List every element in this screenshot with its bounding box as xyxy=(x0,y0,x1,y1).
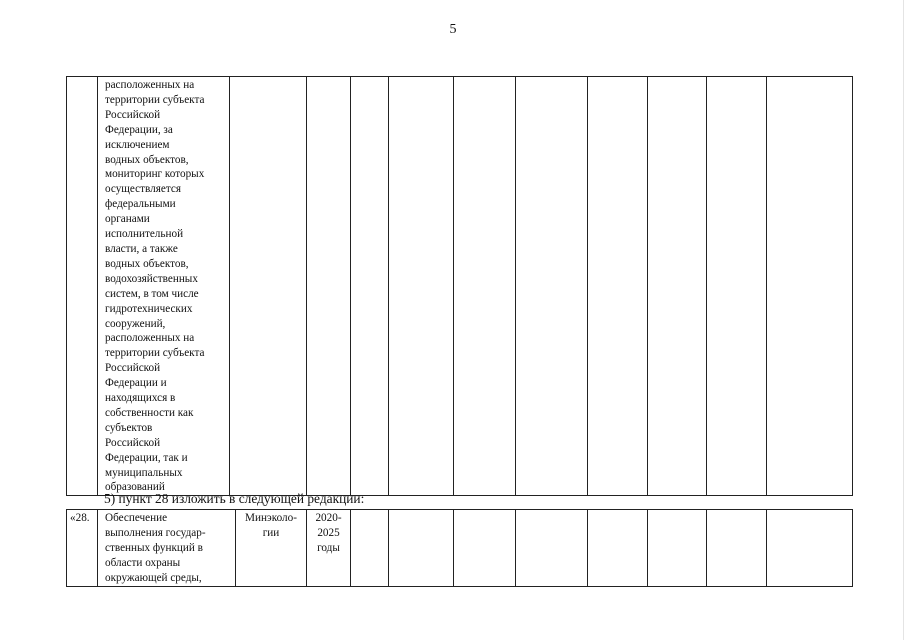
text-line: окружающей среды, xyxy=(105,571,202,584)
cell-executor xyxy=(230,77,307,496)
text-line: Российской xyxy=(105,436,161,449)
cell-empty xyxy=(588,510,648,587)
text-line: гии xyxy=(262,526,280,539)
cell-empty xyxy=(707,77,767,496)
text-line: органами xyxy=(105,213,150,226)
cell-empty xyxy=(588,77,648,496)
text-line: Обеспечение xyxy=(105,512,168,524)
text-line: осуществляется xyxy=(105,183,181,196)
text-line: мониторинг которых xyxy=(105,168,205,181)
text-line: Российской xyxy=(105,362,161,375)
cell-number xyxy=(67,77,98,496)
text-line: исполнительной xyxy=(105,228,184,241)
cell-empty xyxy=(516,510,588,587)
text-line: сооружений, xyxy=(105,317,166,330)
table-row xyxy=(67,77,853,496)
cell-empty xyxy=(648,77,707,496)
text-line: водохозяйственных xyxy=(105,272,198,285)
text-line: муниципальных xyxy=(105,466,183,479)
page-number: 5 xyxy=(449,22,457,37)
cell-empty xyxy=(351,77,389,496)
text-line: находящихся в xyxy=(105,392,176,405)
text-line: области охраны xyxy=(105,556,181,569)
text-line: ственных функций в xyxy=(105,541,203,554)
cell-empty xyxy=(516,77,588,496)
text-line: Минэколо- xyxy=(245,512,297,524)
cell-period xyxy=(307,510,351,587)
text-line: выполнения государ- xyxy=(105,526,206,539)
text-line: Федерации, за xyxy=(105,123,173,136)
cell-empty xyxy=(707,510,767,587)
text-line: систем, в том числе xyxy=(105,287,199,300)
cell-executor xyxy=(236,510,307,587)
text-line: исключением xyxy=(105,138,170,151)
text-line: 2020- xyxy=(315,512,342,524)
item-28-table xyxy=(66,509,853,587)
text-line: федеральными xyxy=(105,198,176,211)
cell-period xyxy=(307,77,351,496)
cell-empty xyxy=(389,77,454,496)
amendment-text: 5) пункт 28 изложить в следующей редакции: xyxy=(104,491,365,506)
table-row xyxy=(67,510,853,587)
text-line: власти, а также xyxy=(105,242,178,255)
text-line: территории субъекта xyxy=(105,93,205,106)
cell-description xyxy=(98,77,230,496)
cell-empty xyxy=(454,77,516,496)
description-text xyxy=(98,510,235,586)
cell-description xyxy=(98,510,236,587)
text-line: годы xyxy=(317,541,340,554)
text-line: расположенных на xyxy=(105,79,195,91)
cell-empty xyxy=(351,510,389,587)
text-line: расположенных на xyxy=(105,332,195,345)
text-line: образований xyxy=(105,481,165,494)
cell-empty xyxy=(648,510,707,587)
text-line: гидротехнических xyxy=(105,302,193,315)
text-line: территории субъекта xyxy=(105,347,205,360)
text-line: водных объектов, xyxy=(105,257,189,270)
scan-edge xyxy=(903,0,904,640)
text-line: 2025 xyxy=(317,526,340,539)
cell-empty xyxy=(767,510,853,587)
text-line: Российской xyxy=(105,108,161,121)
cell-empty xyxy=(767,77,853,496)
continuation-table xyxy=(66,76,853,496)
cell-empty xyxy=(454,510,516,587)
cell-number: «28. xyxy=(67,510,98,587)
text-line: собственности как xyxy=(105,406,194,419)
text-line: субъектов xyxy=(105,421,153,434)
text-line: Федерации, так и xyxy=(105,451,188,464)
text-line: водных объектов, xyxy=(105,153,189,166)
description-text xyxy=(98,77,229,495)
cell-empty xyxy=(389,510,454,587)
text-line: Федерации и xyxy=(105,377,167,390)
